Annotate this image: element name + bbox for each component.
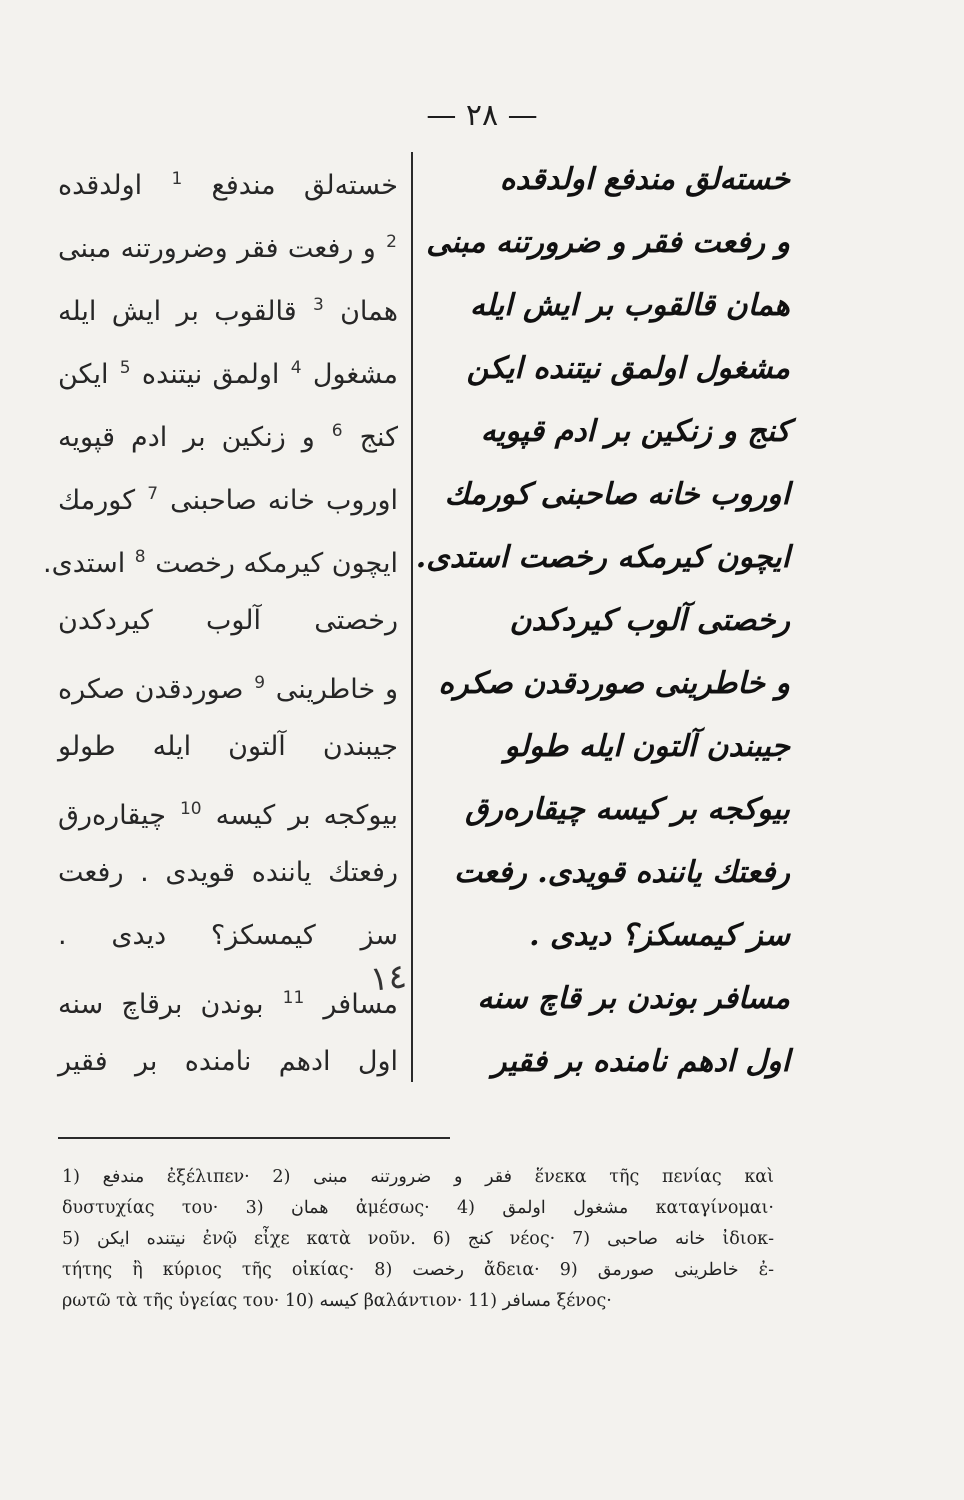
footnote-line: 1) مندفع ἐξέλιπεν· 2) فقر و ضرورتنە مبنى ἕνεκα τῆς πενίας καὶ [62, 1167, 774, 1187]
printed-line: رفعتك يانندە قويدى . رفعت [58, 857, 398, 888]
handwritten-line: سز كيمسكز؟ ديدى . [529, 918, 790, 953]
margin-annotation: ١٤ [368, 956, 409, 1000]
footnote-line: δυστυχίας του· 3) همان ἀμέσως· 4) مشغول اولمق καταγίνομαι· [62, 1198, 774, 1218]
printed-line: و خاطرينى $^9$ صوردقدن صكرە [58, 673, 398, 705]
footnote-rule [58, 1137, 450, 1139]
handwritten-line: كنج و زنكين بر ادم قپويە [480, 414, 790, 449]
footnote-marker: 11 [282, 988, 305, 1008]
printed-line: همان $^3$ قالقوب بر ايش ايلە [58, 295, 398, 327]
printed-line: رخصتى آلوب كيردكدن [58, 605, 398, 636]
footnote-line: τήτης ἢ κύριος τῆς οἰκίας· 8) رخصت ἄδεια· 9) خاطرينى صورمق ἐ- [62, 1260, 775, 1280]
printed-line: سز كيمسكز؟ ديدى . [58, 920, 398, 951]
column-divider [411, 152, 413, 1082]
footnote-marker: 1 [171, 169, 183, 189]
footnote-marker: 9 [254, 673, 266, 693]
footnote-line: 5) نيتندە ايكن ἐνῷ εἶχε κατὰ νοῦν. 6) كنج νέος· 7) خانە صاحبى ἰδιοκ- [62, 1229, 774, 1249]
page-number: — ٢٨ — [426, 98, 538, 133]
printed-line: خستەلق مندفع $^1$ اولدقدە [58, 169, 398, 201]
footnotes [62, 1162, 774, 1317]
printed-line: بيوكجە بر كيسە $^{10}$ چيقارەرق [58, 799, 399, 831]
handwritten-line: و رفعت فقر و ضرورتنە مبنى [426, 225, 790, 260]
printed-line: ايچون كيرمكە رخصت $^8$ استدى. [43, 547, 398, 579]
handwritten-line: مسافر بوندن بر قاچ سنە [477, 981, 790, 1016]
handwritten-line: جيبندن آلتون ايلە طولو [504, 729, 790, 764]
printed-line: اوروب خانە صاحبنى $^7$ كورمك [58, 484, 398, 516]
handwritten-line: همان قالقوب بر ايش ايلە [469, 288, 790, 323]
printed-line: مسافر $^{11}$ بوندن برقاچ سنە [58, 988, 398, 1020]
footnote-marker: 8 [134, 547, 146, 567]
handwritten-line: اول ادهم نامندە بر فقير [492, 1044, 790, 1079]
footnote-marker: 5 [119, 358, 131, 378]
printed-line: اول ادهم نامندە بر فقير [58, 1046, 398, 1077]
footnote-line: ρωτῶ τὰ τῆς ὑγείας του· 10) كيسە βαλάντιον· 11) مسافر ξένος· [62, 1291, 612, 1311]
footnote-marker: 3 [312, 295, 324, 315]
handwritten-line: خستەلق مندفع اولدقدە [499, 162, 790, 197]
text-columns [43, 148, 794, 1090]
footnote-marker: 7 [147, 484, 159, 504]
footnote-marker: 6 [331, 421, 343, 441]
printed-line: كنج $^6$ و زنكين بر ادم قپويە [58, 421, 399, 453]
handwritten-line: رخصتى آلوب كيردكدن [509, 603, 790, 638]
printed-text-column [43, 148, 399, 1093]
handwritten-line: بيوكجە بر كيسە چيقارەرق [465, 792, 790, 827]
handwritten-line: اوروب خانە صاحبنى كورمك [444, 477, 790, 512]
handwritten-line: و خاطرينى صوردقدن صكرە [438, 666, 790, 701]
printed-line: جيبندن آلتون ايلە طولو [58, 731, 398, 762]
handwritten-line: مشغول اولمق نيتندە ايكن [466, 351, 790, 386]
footnote-marker: 4 [290, 358, 302, 378]
handwritten-line: ايچون كيرمكە رخصت استدى. [415, 540, 790, 575]
footnote-marker: 10 [179, 799, 202, 819]
handwritten-line: رفعتك يانندە قويدى. رفعت [454, 855, 790, 890]
printed-line: $^2$ و رفعت فقر وضرورتنە مبنى [58, 232, 397, 264]
handwritten-text-column [415, 148, 790, 1093]
footnote-marker: 2 [386, 232, 397, 252]
printed-line: مشغول $^4$ اولمق نيتندە $^5$ ايكن [58, 358, 398, 390]
